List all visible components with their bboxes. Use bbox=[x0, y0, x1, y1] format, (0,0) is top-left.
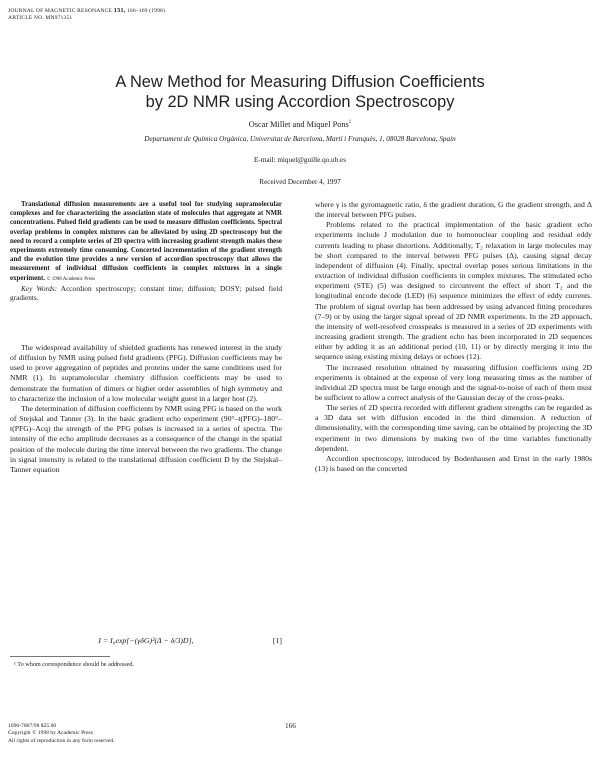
email: E-mail: miquel@guille.qo.ub.es bbox=[253, 156, 347, 164]
paragraph: Problems related to the practical implementation of the basic gradient echo experiments include J modulation due to homonuclear coupling and residual eddy currents leading to phase distortions. Additionally, T₂ relaxation in large molecules may be short compared to the interval between PFG pulses (Δ), causing signal decay independent of diffusion (4). Finally, spectral overlap poses serious limitations in the extraction of individual diffusion coefficients in complex mixtures. The stimulated echo experiment (STE) (5) was designed to circumvent the effect of short T₂ and the longitudinal encode decode (LED) (6) sequence minimizes the effect of eddy currents. The problem of signal overlap has been addressed by using advanced fitting procedures (7–9) or by using the larger signal spread of 2D NMR experiments. In the 2D approach, the intensity of well-resolved crosspeaks is measured in a series of 2D experiments with increasing gradient strength. The gradient echo has been incorporated in 2D sequences either by adding it as an additional period (10, 11) or by directly merging it into the sequence using existing mixing delays or echoes (12). bbox=[315, 220, 592, 362]
journal-line: JOURNAL OF MAGNETIC RESONANCE 131, 166–169 (1998) bbox=[8, 7, 165, 14]
abstract: Translational diffusion measurements are a useful tool for studying supramolecular complexes and for characterizing the association state of molecules that aggregate at NMR concentrations. Pulsed field gradients can be used to measure diffusion coefficients. Spectral overlap problems in complex mixtures can be alleviated by using 2D spectroscopy but the need to record a complete series of 2D spectra with increasing gradient strength makes these experiments extremely time consuming. Concerted incrementation of the gradient strength and the evolution time provides a new version of accordion spectroscopy that allows the measurement of individual diffusion coefficients in complex mixtures in a single experiment. © 1998 Academic Press bbox=[10, 201, 282, 282]
issn: 1090-7807/98 $25.00 bbox=[8, 723, 57, 729]
paragraph: Accordion spectroscopy, introduced by Bodenhausen and Ernst in the early 1980s (13) is based on the concerted bbox=[315, 453, 592, 474]
footer-rights: All rights of reproduction in any form reserved. bbox=[8, 737, 115, 744]
equation-number: [1] bbox=[272, 636, 282, 645]
authors: Oscar Millet and Miquel Pons$^1$ bbox=[248, 120, 352, 129]
affiliation: Departament de Química Orgànica, Universitat de Barcelona, Martí i Franquès, 1, 08028 Barcelona, Spain bbox=[144, 135, 456, 143]
footnote-divider bbox=[10, 656, 110, 657]
journal-header bbox=[8, 7, 165, 23]
footnote: ¹ To whom correspondence should be addressed. bbox=[14, 661, 135, 668]
page-number: 166 bbox=[285, 722, 296, 730]
author-footnote-mark: 1 bbox=[348, 120, 352, 126]
article-number: ARTICLE NO. MN971351 bbox=[8, 15, 73, 22]
paragraph: The series of 2D spectra recorded with different gradient strengths can be regarded as a 3D data set with diffusion encoded in the third dimension. A reduction of dimensionality, with the corresponding time saving, can be obtained by projecting the 3D experiment in two dimensions by making two of the time variables functionally dependent. bbox=[315, 403, 592, 453]
article-title: A New Method for Measuring Diffusion Coefficients by 2D NMR using Accordion Spectroscopy bbox=[115, 73, 485, 111]
received-date: Received December 4, 1997 bbox=[259, 178, 341, 186]
left-column bbox=[10, 200, 282, 302]
journal-volume: 131, bbox=[113, 7, 126, 14]
keywords: Key Words: Accordion spectroscopy; constant time; diffusion; DOSY; pulsed field gradients. bbox=[10, 283, 282, 303]
equation-expression: I = I₀exp[−(γδG)²(Δ − δ/3)D], bbox=[98, 636, 194, 645]
right-column bbox=[315, 200, 592, 474]
paragraph: The widespread availability of shielded gradients has renewed interest in the study of diffusion by NMR using pulsed field gradients (PFG). Diffusion coefficients may be used to prove aggregation of peptides and proteins under the same conditions used for NMR (1). In supramolecular chemistry diffusion coefficients may be used to demonstrate the formation of dimers or higher order assemblies of high symmetry and to characterize the inclusion of a low molecular weight guest in a larger host (2). bbox=[10, 343, 282, 403]
left-body bbox=[10, 343, 282, 475]
page-footer bbox=[8, 723, 115, 745]
paragraph: The determination of diffusion coefficients by NMR using PFG is based on the work of Stejskal and Tanner (3). In the basic gradient echo experiment (90°–t(PFG)–180°–t(PFG)–Acq) the strength of the PFG pulses is increased in a series of spectra. The intensity of the echo amplitude decreases as a consequence of the change in the spatial position of the molecule during the time interval between the two gradients. The change in signal intensity is related to the translational diffusion coefficient D by the Stejskal–Tanner equation bbox=[10, 403, 282, 474]
footer-copyright: Copyright © 1998 by Academic Press bbox=[8, 730, 93, 737]
paragraph: where γ is the gyromagnetic ratio, δ the gradient duration, G the gradient strength, and Δ the interval between PFG pulses. bbox=[315, 200, 592, 220]
paragraph: The increased resolution obtained by measuring diffusion coefficients using 2D experiments is obtained at the expense of very long measuring times as the number of individual 2D spectra must be large enough and the signal-to-noise of each of them must be sufficient to allow a correct analysis of the Gaussian decay of the cross-peaks. bbox=[315, 362, 592, 402]
abstract-copyright: © 1998 Academic Press bbox=[46, 276, 95, 282]
